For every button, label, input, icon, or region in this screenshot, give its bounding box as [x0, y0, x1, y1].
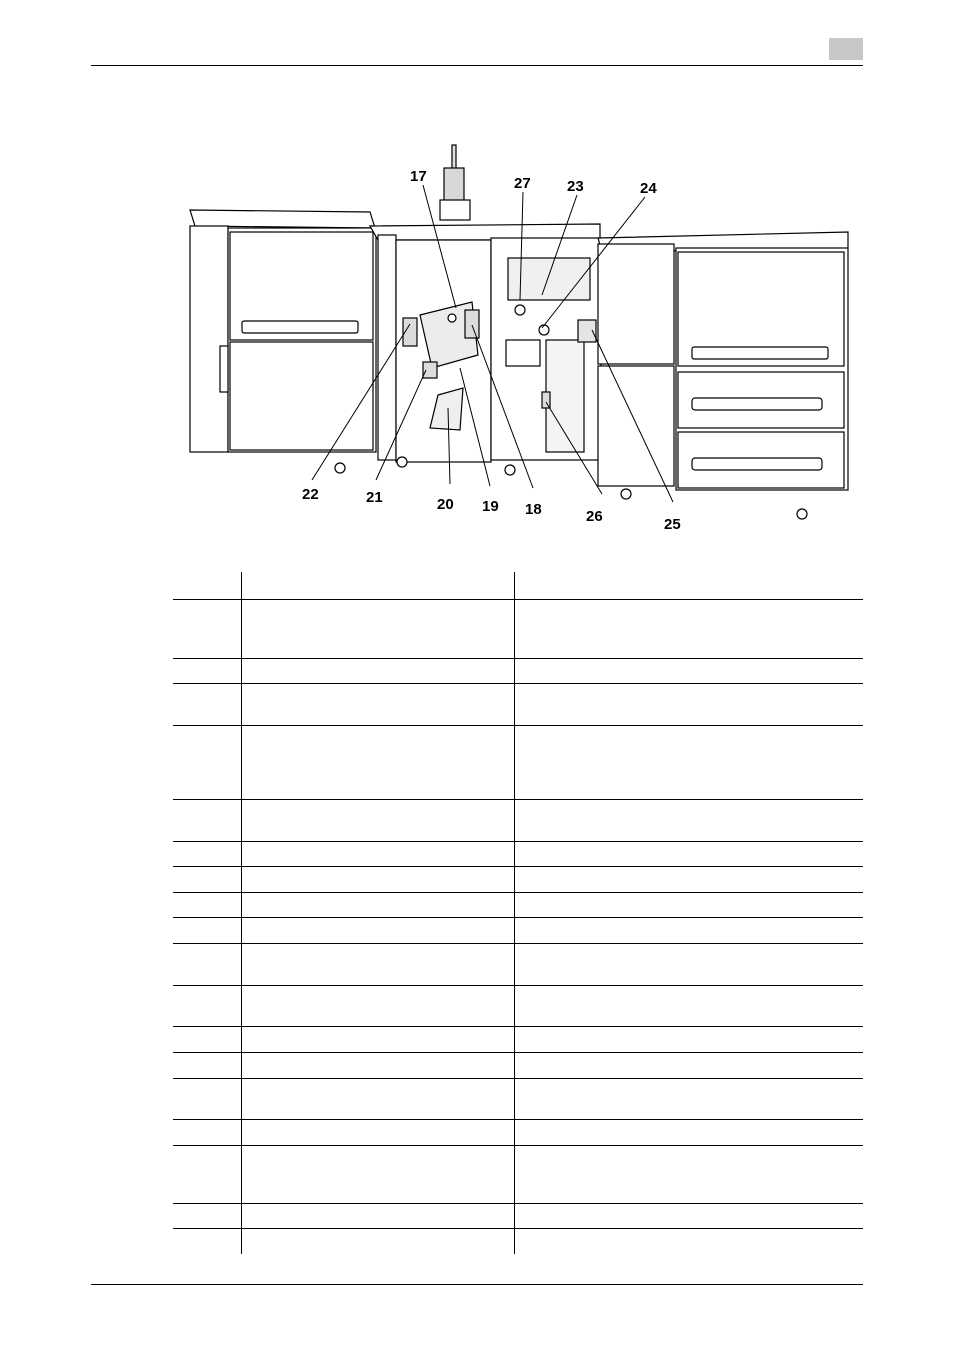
- callout-23: 23: [567, 178, 584, 195]
- table-row: [173, 659, 863, 684]
- page-tab-marker: [829, 38, 863, 60]
- callout-24: 24: [640, 180, 657, 197]
- table-row: [173, 1053, 863, 1079]
- table-row: [173, 918, 863, 944]
- table-row: [173, 684, 863, 726]
- table-column-divider-1: [241, 572, 242, 1254]
- table-row: [173, 726, 863, 800]
- callout-18: 18: [525, 501, 542, 518]
- table-row: [173, 1027, 863, 1053]
- callout-22: 22: [302, 486, 319, 503]
- callout-21: 21: [366, 489, 383, 506]
- table-row: [173, 600, 863, 659]
- table-row: [173, 893, 863, 918]
- parts-table: [173, 572, 863, 1229]
- machine-illustration: [180, 140, 860, 540]
- table-row: [173, 1146, 863, 1204]
- table-row: [173, 1120, 863, 1146]
- table-row: [173, 944, 863, 986]
- header-rule: [91, 65, 863, 66]
- callout-19: 19: [482, 498, 499, 515]
- table-row: [173, 800, 863, 842]
- machine-drawing: [180, 140, 860, 540]
- table-column-divider-2: [514, 572, 515, 1254]
- callout-20: 20: [437, 496, 454, 513]
- table-header-row: [173, 572, 863, 600]
- table-row: [173, 1079, 863, 1120]
- callout-26: 26: [586, 508, 603, 525]
- table-row: [173, 1204, 863, 1229]
- table-row: [173, 842, 863, 867]
- callout-25: 25: [664, 516, 681, 533]
- callout-17: 17: [410, 168, 427, 185]
- footer-rule: [91, 1284, 863, 1285]
- callout-27: 27: [514, 175, 531, 192]
- table-row: [173, 867, 863, 893]
- table-row: [173, 986, 863, 1027]
